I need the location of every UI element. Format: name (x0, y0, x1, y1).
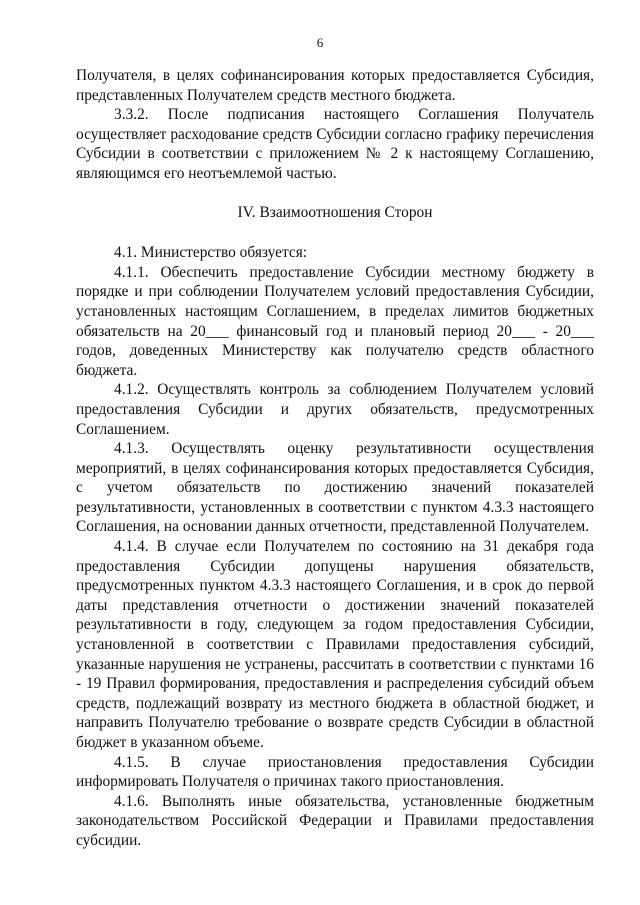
paragraph-4-1-3: 4.1.3. Осуществлять оценку результативности осуществления мероприятий, в целях софинансирования которых предоставляется Субсидия, с учетом обязательств по достижению значений показателей результативности, установленных в соответствии с пунктом 4.3.3 настоящего Соглашения, на основании данных отчетности, представленной Получателем. (76, 440, 594, 536)
paragraph-4-1-1: 4.1.1. Обеспечить предоставление Субсидии местному бюджету в порядке и при соблюдении Получателем условий предоставления Субсидии, установленных настоящим Соглашением, в пределах лимитов бюджетных обязательств на 20___ финансовый год и плановый период 20___ - 20___ годов, доведенных Министерству как получателю средств областного бюджета. (76, 263, 594, 379)
paragraph-continuation: Получателя, в целях софинансирования которых предоставляется Субсидия, представленных Получателем средств местного бюджета. (76, 67, 594, 104)
paragraph-4-1: 4.1. Министерство обязуется: (114, 244, 308, 262)
section-heading-iv: IV. Взаимоотношения Сторон (237, 203, 433, 221)
paragraph-4-1-4: 4.1.4. В случае если Получателем по состоянию на 31 декабря года предоставления Субсидии допущены нарушения обязательств, предусмотренных пунктом 4.3.3 настоящего Соглашения, и в срок до первой даты представления отчетности о достижении значений показателей результативности в году, следующем за годом предоставления Субсидии, установленной в соответствии с Правилами предоставления субсидий, указанные нарушения не устранены, рассчитать в соответствии с пунктами 16 - 19 Правил формирования, предоставления и распределения субсидий объем средств, подлежащий возврату из местного бюджета в областной бюджет, и направить Получателю требование о возврате средств Субсидии в областной бюджет в указанном объеме. (76, 538, 594, 751)
document-body (76, 66, 594, 851)
paragraph-4-1-6: 4.1.6. Выполнять иные обязательства, установленные бюджетным законодательством Российской Федерации и Правилами предоставления субсидии. (76, 792, 594, 849)
page-number: 6 (316, 35, 324, 50)
paragraph-4-1-5: 4.1.5. В случае приостановления предоставления Субсидии информировать Получателя о причинах такого приостановления. (76, 753, 594, 791)
paragraph-3-3-2: 3.3.2. После подписания настоящего Соглашения Получатель осуществляет расходование средств Субсидии согласно графику перечисления Субсидии в соответствии с приложением № 2 к настоящему Соглашению, являющимся его неотъемлемой частью. (76, 106, 594, 182)
paragraph-4-1-2: 4.1.2. Осуществлять контроль за соблюдением Получателем условий предоставления Субсидии и других обязательств, предусмотренных Соглашением. (76, 381, 594, 438)
